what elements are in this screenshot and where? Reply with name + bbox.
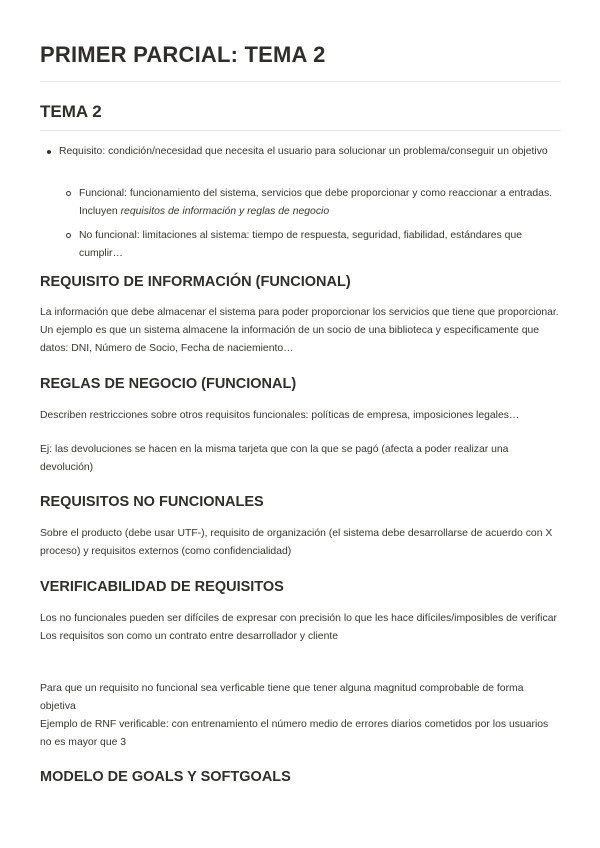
bullet-icon [47,150,51,154]
verifiability-text-1b: Los requisitos son como un contrato entre desarrollador y cliente [40,631,339,642]
info-requirement-paragraph: La información que debe almacenar el sistema para poder proporcionar los servicios que tiene que proporcionar. Un ejemplo es que un sistema almacene la información de un socio de una biblioteca y especificamente que datos: DNI, Número de Socio, Fecha de naciemiento… [40,307,559,354]
list-item-functional [79,185,562,221]
business-rules-example: Ej: las devoluciones se hacen en la misma tarjeta que con la que se pagó (afecta a poder realizar una devolución) [40,444,509,473]
functional-text: Funcional: funcionamiento del sistema, servicios que debe proporcionar y como reaccionar a entradas. Incluyen [79,188,553,217]
verifiability-text-1a: Los no funcionales pueden ser difíciles de expresar con precisión lo que les hace difíciles/imposibles de verificar [40,613,557,624]
section-title: TEMA 2 [40,102,102,121]
section-divider [40,130,561,131]
verifiability-text-2b: Ejemplo de RNF verificable: con entrenamiento el número medio de errores diarios cometidos por los usuarios no es mayor que 3 [40,719,549,748]
verifiability-heading: VERIFICABILIDAD DE REQUISITOS [40,579,284,595]
list-item: Requisito: condición/necesidad que necesita el usuario para solucionar un problema/conseguir un objetivo [59,146,548,157]
functional-italic-text: requisitos de información y reglas de negocio [120,206,330,217]
verifiability-paragraph-1 [40,610,562,646]
business-rules-heading: REGLAS DE NEGOCIO (FUNCIONAL) [40,376,297,392]
verifiability-text-2a: Para que un requisito no funcional sea verficable tiene que tener alguna magnitud comprobable de forma objetiva [40,683,524,712]
page-title: PRIMER PARCIAL: TEMA 2 [40,42,326,67]
non-functional-heading: REQUISITOS NO FUNCIONALES [40,494,264,510]
info-requirement-heading: REQUISITO DE INFORMACIÓN (FUNCIONAL) [40,274,351,290]
title-divider [40,81,561,82]
sub-bullet-icon [66,233,71,238]
goals-heading: MODELO DE GOALS Y SOFTGOALS [40,769,291,785]
business-rules-paragraph: Describen restricciones sobre otros requisitos funcionales: políticas de empresa, imposiciones legales… [40,410,520,421]
non-functional-paragraph: Sobre el producto (debe usar UTF-), requisito de organización (el sistema debe desarrollarse de acuerdo con X proceso) y requisitos externos (como confidencialidad) [40,528,553,557]
verifiability-paragraph-2 [40,680,562,752]
list-item-non-functional: No funcional: limitaciones al sistema: tiempo de respuesta, seguridad, fiabilidad, estándares que cumplir… [79,230,523,259]
sub-bullet-icon [66,191,71,196]
